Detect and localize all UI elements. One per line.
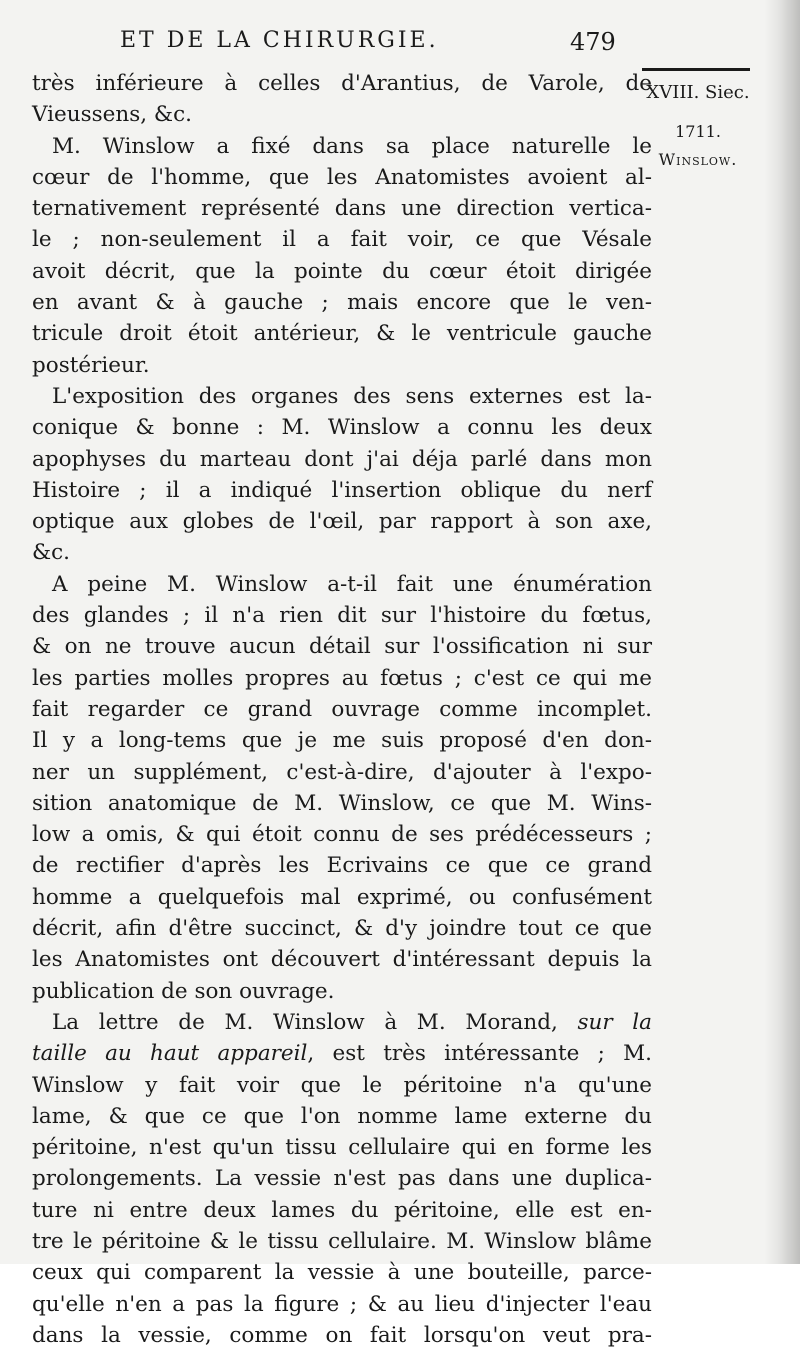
text-line: péritoine, n'est qu'un tissu cellulaire qui en forme les <box>32 1135 652 1161</box>
page-number: 479 <box>570 28 616 56</box>
text-line: prolongements. La vessie n'est pas dans une duplica- <box>32 1166 652 1192</box>
text-line: ture ni entre deux lames du péritoine, elle est en- <box>32 1197 652 1223</box>
text-line: décrit, afin d'être succinct, & d'y joindre tout ce que <box>32 916 652 942</box>
margin-year: 1711. <box>675 122 721 141</box>
text-line: ceux qui comparent la vessie à une bouteille, parce- <box>32 1260 652 1286</box>
text-line: en avant & à gauche ; mais encore que le ven- <box>32 290 652 316</box>
margin-century: XVIII. Siec. <box>646 82 750 103</box>
text-line: optique aux globes de l'œil, par rapport à son axe, <box>32 509 652 535</box>
text-line: Winslow y fait voir que le péritoine n'a qu'une <box>32 1072 652 1098</box>
text-line: très inférieure à celles d'Arantius, de Varole, de <box>32 71 652 96</box>
text-line-morand-title <box>32 1038 652 1069</box>
text-line: publication de son ouvrage. <box>32 978 335 1004</box>
text-line: tricule droit étoit antérieur, & le ventricule gauche <box>32 321 652 347</box>
text-line: Vieussens, &c. <box>32 102 192 128</box>
text-line-morand <box>32 1007 652 1038</box>
text-line: fait regarder ce grand ouvrage comme incomplet. <box>32 696 652 722</box>
text-line: A peine M. Winslow a-t-il fait une énumération <box>52 571 652 597</box>
text-line: le ; non-seulement il a fait voir, ce que Vésale <box>32 227 652 253</box>
text-line: M. Winslow a fixé dans sa place naturelle le <box>52 133 652 159</box>
text-line: tre le péritoine & le tissu cellulaire. M. Winslow blâme <box>32 1228 652 1254</box>
margin-divider <box>642 68 750 71</box>
text-line: avoit décrit, que la pointe du cœur étoit dirigée <box>32 258 652 284</box>
text-line: conique & bonne : M. Winslow a connu les deux <box>32 415 652 441</box>
text-line: & on ne trouve aucun détail sur l'ossification ni sur <box>32 634 652 660</box>
text-line: des glandes ; il n'a rien dit sur l'histoire du fœtus, <box>32 603 652 629</box>
text-line: postérieur. <box>32 352 150 378</box>
morand-text-before: La lettre de M. Winslow à M. Morand, <box>52 1009 578 1035</box>
text-line: les parties molles propres au fœtus ; c'est ce qui me <box>32 665 652 691</box>
text-line: sition anatomique de M. Winslow, ce que M. Wins- <box>32 790 652 816</box>
text-line: lame, & que ce que l'on nomme lame externe du <box>32 1103 652 1129</box>
margin-author-name: Winslow. <box>658 150 738 169</box>
text-line: ner un supplément, c'est-à-dire, d'ajouter à l'expo- <box>32 759 652 785</box>
morand-title-italic: sur la <box>577 1009 652 1035</box>
text-line: low a omis, & qui étoit connu de ses prédécesseurs ; <box>32 822 652 848</box>
text-line: apophyses du marteau dont j'ai déja parlé dans mon <box>32 446 652 472</box>
morand-text-after: , est très intéressante ; M. <box>307 1041 653 1067</box>
morand-title-italic-cont: taille au haut appareil <box>32 1041 308 1067</box>
body-text <box>32 68 652 1351</box>
text-line: Histoire ; il a indiqué l'insertion oblique du nerf <box>32 477 652 503</box>
text-line: qu'elle n'en a pas la figure ; & au lieu d'injecter l'eau <box>32 1291 652 1317</box>
text-line: Il y a long-tems que je me suis proposé d'en don- <box>32 728 652 754</box>
text-line: de rectifier d'après les Ecrivains ce que ce grand <box>32 853 652 879</box>
text-line: les Anatomistes ont découvert d'intéressant depuis la <box>32 947 652 973</box>
text-line: &c. <box>32 540 71 566</box>
text-line: ternativement représenté dans une direction vertica- <box>32 196 652 222</box>
running-title: ET DE LA CHIRURGIE. <box>120 28 439 53</box>
text-line: dans la vessie, comme on fait lorsqu'on veut pra- <box>32 1322 652 1348</box>
text-line: L'exposition des organes des sens externes est la- <box>52 383 652 409</box>
text-line: cœur de l'homme, que les Anatomistes avoient al- <box>32 164 652 190</box>
text-line: homme a quelquefois mal exprimé, ou confusément <box>32 884 652 910</box>
